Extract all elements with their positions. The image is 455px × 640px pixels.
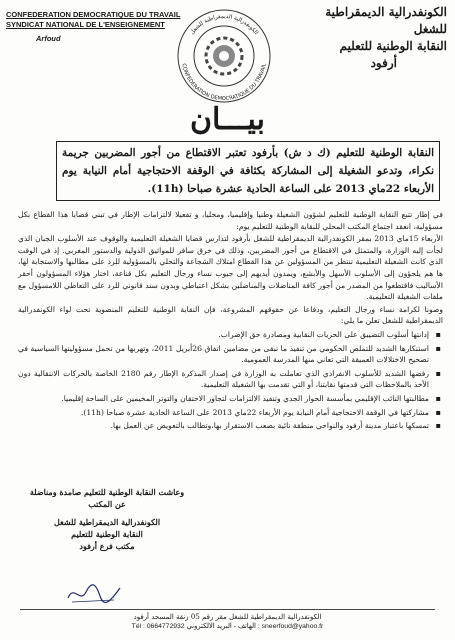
paragraph-declaration: وصونا لكرامة نساء ورجال التعليم، ودفاعا عن حقوقهم المشروعة، فإن النقابة الوطنية للتعليم المنضوية تحت لواء الكونفدرالية الديمقراطية للشغل تعلن ما يلي: <box>18 304 443 326</box>
gear-emblem-icon <box>206 38 242 74</box>
paragraph-meeting: الأربعاء 15ماي 2013 بمقر الكونفدرالية الديمقراطية للشغل بأرفود لتدارس قضايا الشغيلة التعليمية والوقوف عند الأسلوب الجبان الذي لجأت إليه الوزارة، والمتمثل في الاقتطاع من أجور المضربين، وذلك في خرق سافر للمواثيق الدولية والدستور المغربي. إذ في الوقت الذي كانت الشغيلة التعليمية تنتظر من المسؤولين عن هذا القطاع امتلاك الشجاعة والتحلي بالمسؤولية للرد على مطالبها والاستجابة لها، ها هم يلجؤون إلى الأسلوب الأسهل والأبشع، ويمدون أيديهم إلى جيوب نساء ورجال التعليم بكل قناعة، اختار هؤلاء المسؤولون أحقر الأساليب فاقتطعوا من المصدر من أجور كافة المناضلات والمناضلين بشكل اعتباطي وبدون سند قانوني للرد على التعاطي اللامسؤول مع ملفات الشغيلة التعليمية. <box>18 234 443 302</box>
logo-ring-french: CONFEDERATION DEMOCRATIQUE DU TRAVAIL <box>180 63 268 103</box>
document-title: بيـــان <box>190 102 265 137</box>
closing-slogan: وعاشت النقابة الوطنية للتعليم صامدة ومناضلة <box>29 487 185 497</box>
stamp-line-branch: مكتب فرع أرفود <box>79 541 135 551</box>
stamp-line-union: النقابة الوطنية للتعليم <box>71 529 143 539</box>
statement-body <box>18 209 443 434</box>
header-french <box>6 10 181 44</box>
stamp <box>22 516 192 552</box>
footer-address: الكونفدرالية الديمقراطية للشغل مقر رقم 05 زنقة المسجد أرفود <box>133 613 322 621</box>
list-item: ▪ مشاركتها في الوقفة الاحتجاجية أمام النيابة يوم الأربعاء 22ماي 2013 على الساعة الحادية عشرة صباحا (11h). <box>18 407 429 419</box>
header-city-french: Arfoud <box>36 34 61 43</box>
list-item: ▪ مطالبتها النائب الإقليمي بمأسسة الحوار الجدي وتنفيذ الالتزامات لتجاوز الاحتقان والتوتر المخيمين على الساحة إقليميا. <box>18 393 429 405</box>
list-item: ▪ تمسكها باعتبار مدينة أرفود والنواحي منطقة نائية بصعب الاستقرار بها،وتطالب بالتعويض عن العمل بها. <box>18 420 429 432</box>
list-item: ▪ رفضها الشديد للأسلوب الانفرادي الذي تعاملت به الوزارة في إصدار المذكرة الإطار رقم 2180 الخاصة بالحركات الانتقالية دون الأخذ بالملاحظات التي قدمتها نقابتنا، أو التي تقدمت بها الشغيلة التعليمية. <box>18 368 429 391</box>
demands-list <box>18 329 443 432</box>
header-union-french: SYNDICAT NATIONAL DE L'ENSEIGNEMENT <box>6 20 165 29</box>
list-item: ▪ استنكارها الشديد للتملص الحكومي من تنفيذ ما تبقى من مضامين اتفاق 26أبريل 2011، وتهربها من تحمل مسؤوليتها السياسية في تصحيح الاختلالات العميقة التي تعاني منها المدرسة العمومية. <box>18 343 429 366</box>
signature-block <box>22 486 192 552</box>
summary-box: النقابة الوطنية للتعليم (ك د ش) بأرفود تعتبر الاقتطاع من أجور المضربين جريمة نكراء، وتدعو الشغيلة إلى المشاركة بكثافة في الوقفة الاحتجاجية أمام النيابة يوم الأربعاء 22ماي 2013 على الساعة الحادية عشرة صباحا (11h). <box>56 141 440 201</box>
cdt-logo <box>168 4 280 104</box>
footer <box>20 609 435 632</box>
handwritten-signature <box>64 580 124 606</box>
footer-contact: Tél : 0664772932 الهاتف - البريد الالكتروني : sneerfoud@yahoo.fr <box>131 623 324 630</box>
header-org-french: CONFEDERATION DEMOCRATIQUE DU TRAVAIL <box>6 10 181 19</box>
paragraph-intro: في إطار تتبع النقابة الوطنية للتعليم لشؤون الشغيلة وطنيا وإقليميا، ومحليا، و تفعيلا لالتزامات الإطار في تبني قضايا هذا القطاع بكل مسؤولية، انعقد اجتماع المكتب المحلي للنقابة الوطنية للتعليم يوم: <box>18 210 443 231</box>
header-org-arabic: الكونفدرالية الديمقراطية للشغل <box>325 5 447 36</box>
header-arabic <box>297 4 447 72</box>
from-office: عن المكتب <box>88 499 126 509</box>
logo-ring-arabic: الكونفدرالية الديمقراطية للشغل <box>189 13 259 36</box>
header-union-arabic: النقابة الوطنية للتعليم <box>339 39 447 53</box>
header-city-arabic: أرفود <box>370 56 397 70</box>
stamp-line-org: الكونفدرالية الديمقراطية للشغل <box>53 517 161 527</box>
list-item: ▪ إدانتها أسلوب التضييق على الحريات النقابية ومصادرة حق الإضراب. <box>18 329 429 341</box>
